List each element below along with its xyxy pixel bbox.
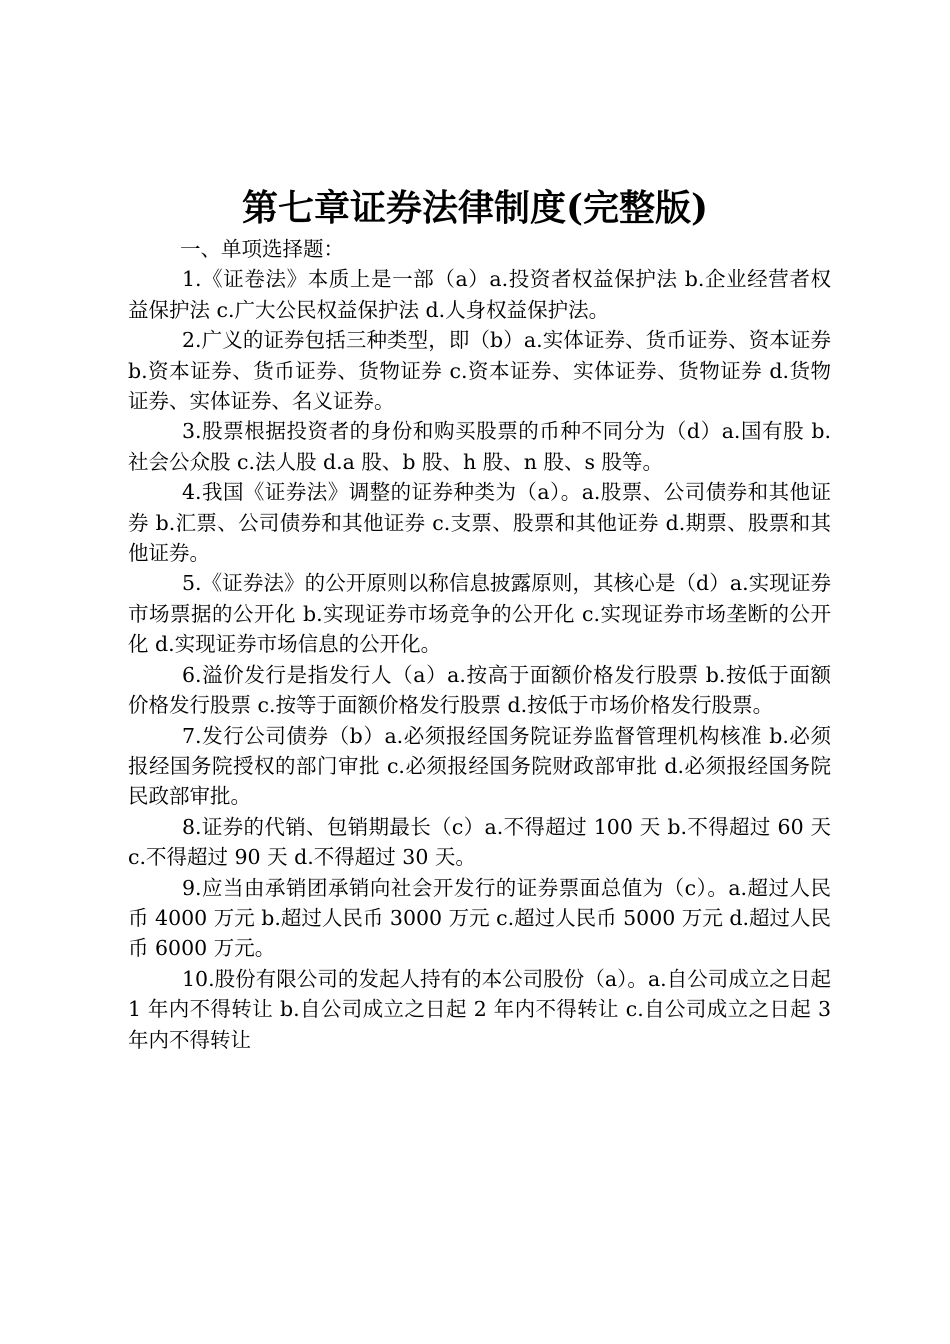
question-10: 10.股份有限公司的发起人持有的本公司股份（a）。a.自公司成立之日起 1 年内不得转让 b.自公司成立之日起 2 年内不得转让 c.自公司成立之日起 3 年内不得转让 — [128, 966, 831, 1052]
question-7: 7.发行公司债券（b）a.必须报经国务院证券监督管理机构核准 b.必须报经国务院授权的部门审批 c.必须报经国务院财政部审批 d.必须报经国务院民政部审批。 — [128, 723, 831, 809]
section-heading: 一、单项选择题： — [180, 237, 344, 261]
question-5: 5.《证券法》的公开原则以称信息披露原则，其核心是（d）a.实现证券市场票据的公开化 b.实现证券市场竞争的公开化 c.实现证券市场垄断的公开化 d.实现证券市场信息的公开化。 — [128, 571, 831, 657]
document-title: 第七章证券法律制度(完整版) — [241, 187, 709, 229]
question-4: 4.我国《证券法》调整的证券种类为（a）。a.股票、公司债券和其他证券 b.汇票、公司债券和其他证券 c.支票、股票和其他证券 d.期票、股票和其他证券。 — [128, 480, 831, 566]
question-3: 3.股票根据投资者的身份和购买股票的币种不同分为（d）a.国有股 b.社会公众股 c.法人股 d.a 股、b 股、h 股、n 股、s 股等。 — [128, 419, 831, 474]
question-2: 2.广义的证券包括三种类型，即（b）a.实体证券、货币证券、资本证券 b.资本证券、货币证券、货物证券 c.资本证券、实体证券、货物证券 d.货物证券、实体证券、名义证券。 — [128, 328, 831, 414]
question-6: 6.溢价发行是指发行人（a）a.按高于面额价格发行股票 b.按低于面额价格发行股票 c.按等于面额价格发行股票 d.按低于市场价格发行股票。 — [128, 662, 831, 718]
question-8: 8.证券的代销、包销期最长（c）a.不得超过 100 天 b.不得超过 60 天 c.不得超过 90 天 d.不得超过 30 天。 — [128, 814, 831, 870]
question-1: 1.《证卷法》本质上是一部（a）a.投资者权益保护法 b.企业经营者权益保护法 c.广大公民权益保护法 d.人身权益保护法。 — [128, 267, 831, 322]
document-body — [128, 234, 831, 1055]
question-9: 9.应当由承销团承销向社会开发行的证券票面总值为（c）。a.超过人民币 4000 万元 b.超过人民币 3000 万元 c.超过人民币 5000 万元 d.超过人民币 6000 万元。 — [128, 875, 831, 961]
